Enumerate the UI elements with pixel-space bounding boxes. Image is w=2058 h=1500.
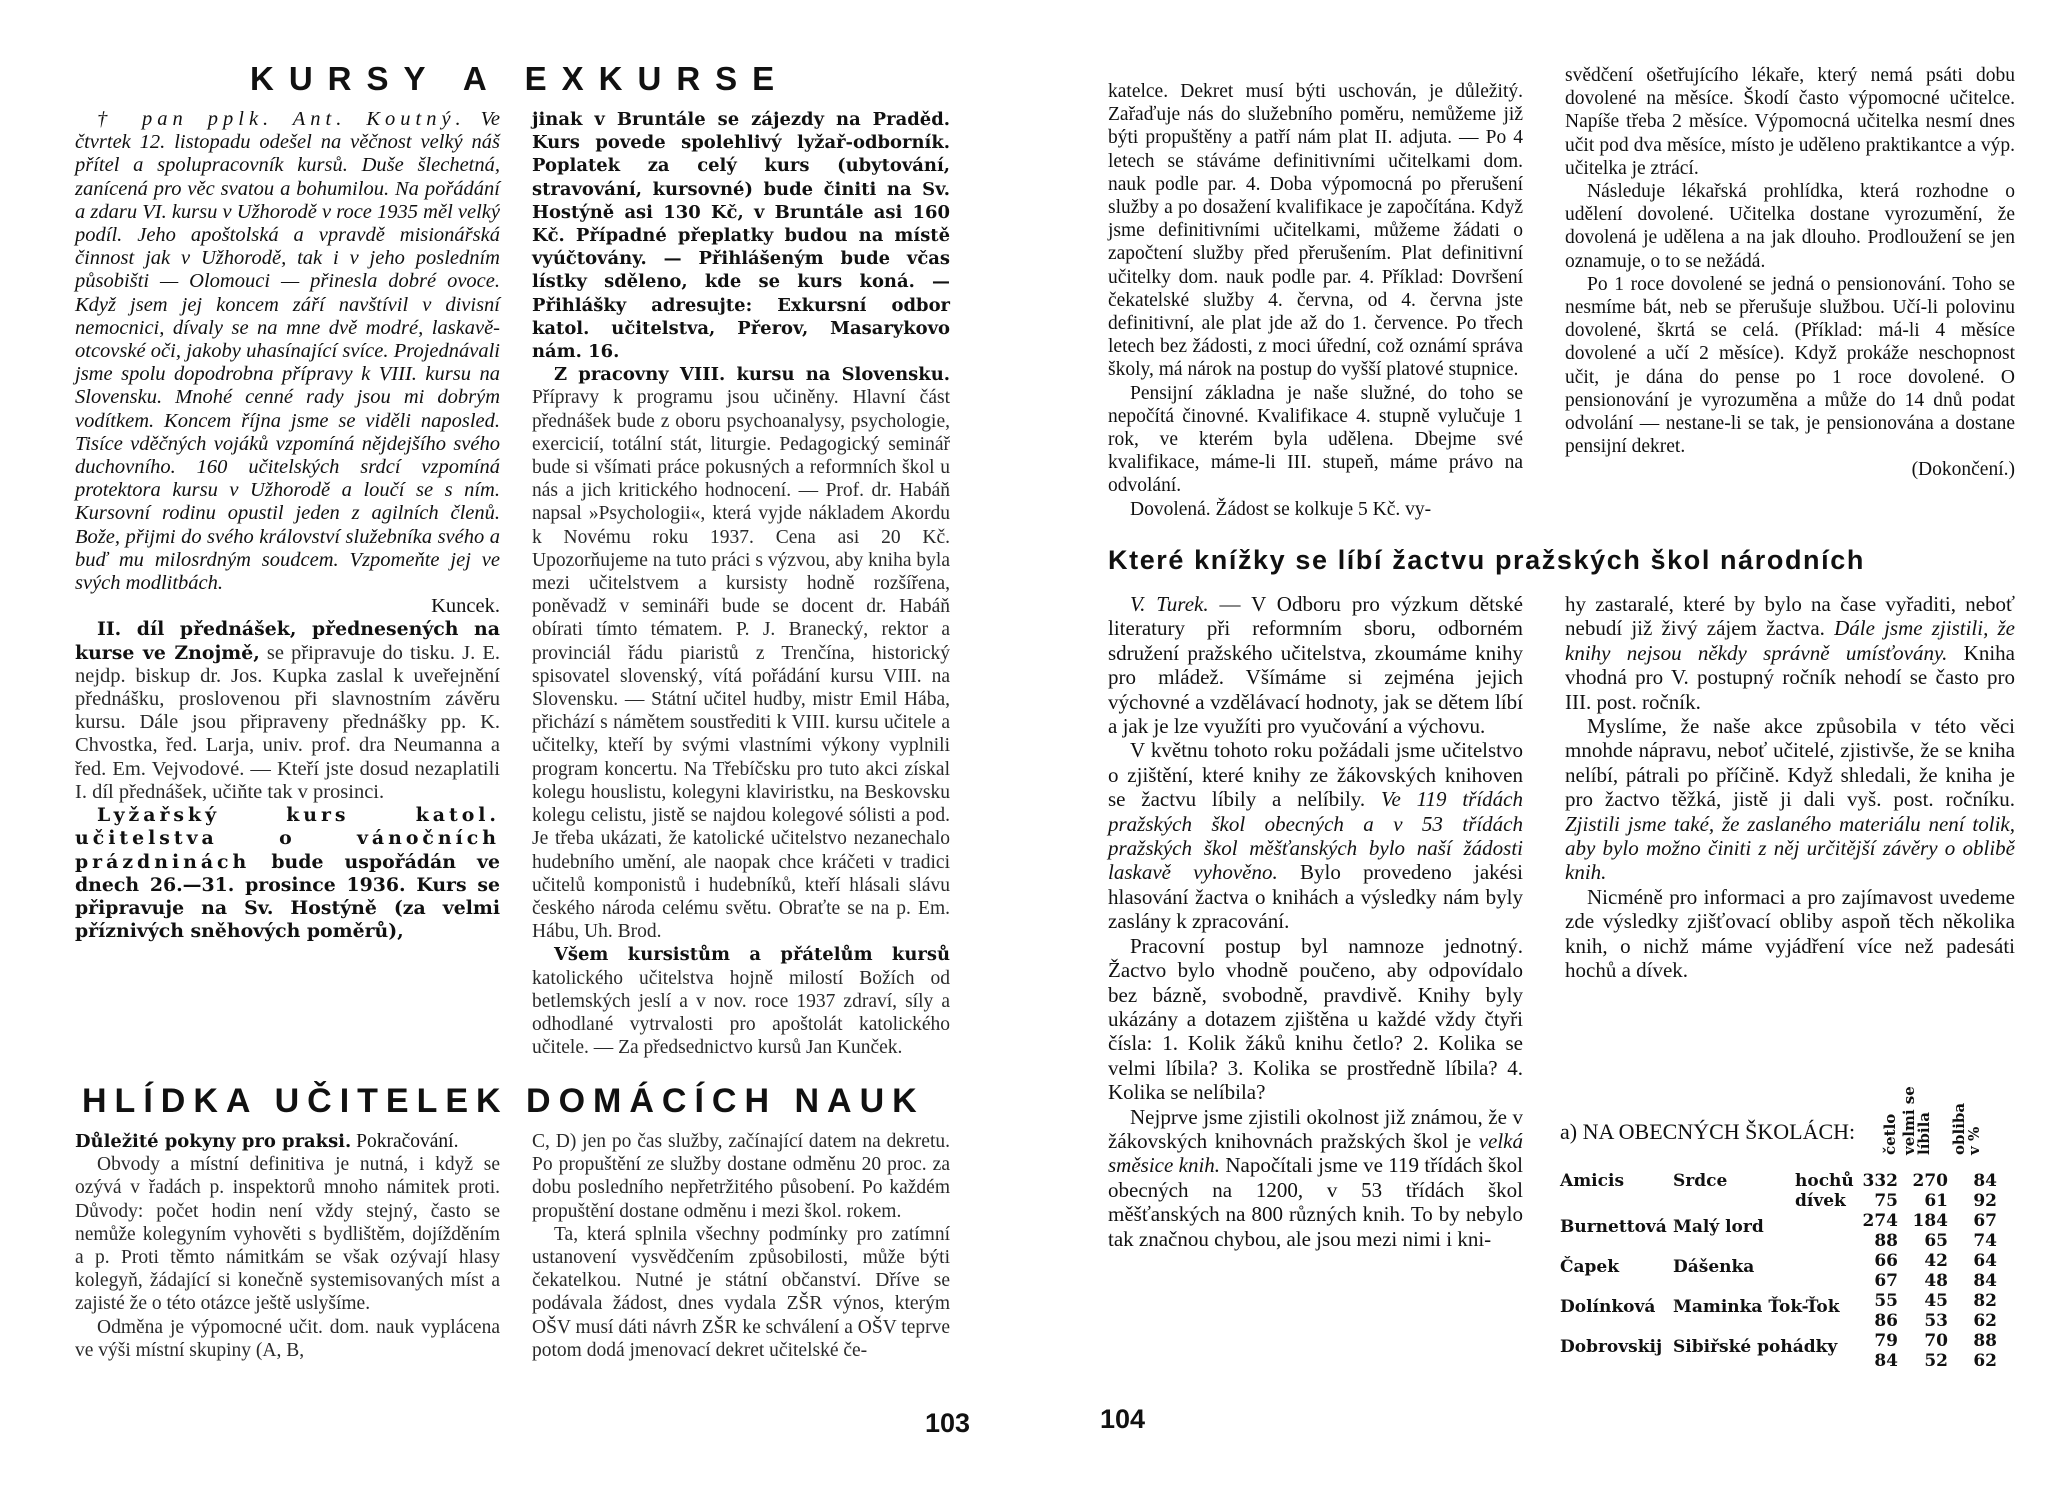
column-hlidka-right: [532, 1130, 950, 1362]
paragraph: [1565, 885, 2015, 983]
value-read: 79: [1874, 1331, 1898, 1351]
book-author: Amicis: [1560, 1171, 1625, 1191]
value-popularity: 84: [1973, 1271, 1997, 1291]
table-row: [1560, 1311, 2030, 1331]
text-run: Bylo provedeno jakési hlasování žactva o knihách a výsledky nám byly zaslány k zpracování.: [1108, 860, 1523, 934]
value-liked: 270: [1912, 1171, 1948, 1191]
value-liked: 65: [1924, 1231, 1948, 1251]
value-popularity: 92: [1973, 1191, 1997, 1211]
text-run: svědčení ošetřujícího lékaře, který nemá psáti dobu dovolené na měsíce. Škodí často výpomocné učitelce. Napíše třeba 2 měsíce. Výpomocná učitelka nesmí dnes učit pod dva měsíce, místo je uděleno praktikantce a výp. učitelka je ztrácí.: [1565, 65, 2015, 179]
text-run: Přípravy k programu jsou učiněny. Hlavní část přednášek bude z oboru psychoanalysy, psychologie, exercicií, totální stát, liturgie. Pedagogický seminář bude si všímati práce pokusných a reformních škol u nás a jich kritického hodnocení. — Prof. dr. Habáň napsal »Psychologii«, která vyjde nákladem Akordu k Novému roku 1937. Cena asi 20 Kč. Upozorňujeme na tuto práci s výzvou, aby kniha byla mezi učitelstvem a kursisty hodně rozšířena, poněvadž v semináři bude se docent dr. Habáň obírati tímto tématem. P. J. Branecký, rektor a provinciál řádu piaristů z Trenčína, historický spisovatel slovenský, vítá pořádání kursu VIII. na Slovensku. — Státní učitel hudby, mistr Emil Hába, přichází s námětem soustřediti k VIII. kursu učitele a učitelky, kteří by svými vlastními výkony vyplnili program koncertu. Na Třebíčsku pro tuto akci získal kolegu houslistu, kolegyni klaviristku, na Beskovsku kolegu celistu, jistě se najdou kolegové sólisti a pod. Je třeba ukázati, že katolické učitelstvo nezanechalo hudebního umění, ale naopak chce kráčeti v tradici učitelů komponistů i hudebníků, kteří hlásali slávu českého národa celému světu. Obraťte se na p. Em. Hábu, Uh. Brod.: [532, 387, 950, 943]
paragraph: [1108, 592, 1523, 738]
value-read: 84: [1874, 1351, 1898, 1371]
paragraph: [1565, 180, 2015, 273]
value-liked: 48: [1924, 1271, 1948, 1291]
table-row: [1560, 1251, 2030, 1277]
italic-text: V. Turek.: [1130, 592, 1209, 616]
text-run: Pracovní postup byl namnoze jednotný. Žactvo bylo vhodně poučeno, aby odpovídalo bez bázně, svobodně, pravdivě. Knihy byly ukázány a dotazem zjištěna u každé vždy čtyři čísla: 1. Kolik žáků knihu četlo? 2. Kolika se velmi líbila? 3. Kolika se prostředně líbila? 4. Kolika se nelíbila?: [1108, 933, 1523, 1105]
table-row: [1560, 1351, 2030, 1371]
table-label: a) NA OBECNÝCH ŠKOLÁCH:: [1560, 1119, 1856, 1144]
paragraph: [75, 618, 500, 804]
paragraph: [1108, 1105, 1523, 1251]
text-run: Po 1 roce dovolené se jedná o pensionování. Toho se nesmíme bát, neb se přerušuje službou. Učí-li polovinu dovolené, škrtá se celá. (Příklad: má-li 4 měsíce dovolené a učí 2 měsíce). Když prokáže neschopnost učit, je dána do pense po 1 roce dovolené. O pensionování je vyrozuměna a může do 14 dnů podat odvolání — nestane-li se tak, je pensionována a dostane pensijní dekret.: [1565, 273, 2015, 458]
value-liked: 53: [1924, 1311, 1948, 1331]
text-run: Kniha vhodná pro V. postupný ročník nehodí se často pro III. post. ročník.: [1565, 640, 2016, 714]
paragraph: [1565, 592, 2015, 714]
text-run: katelce. Dekret musí býti uschován, je důležitý. Zařaďuje nás do služebního poměru, nemůžeme již býti propuštěny a patří nám plat II. adjuta. — Po 4 letech se stáváme definitivními učitelkami dom. nauk podle par. 4. Doba výpomocná po přerušení služby a po dosažení kvalifikace je započítána. Když jsme definitivními učitelkami, můžeme žádati o započtení služby před přerušením. Plat definitivní učitelky dom. nauk podle par. 4. Příklad: Dovršení čekatelské služby 4. června, od 4. června jste definitivní, ale plat jde až do 1. července. Po třech letech bez žádosti, z moci úřední, což oznámí správa školy, má nárok na postup do vyšší platové stupnice.: [1108, 81, 1523, 381]
text-run: Kuncek.: [431, 595, 500, 618]
paragraph: [75, 804, 500, 943]
italic-text: Ve čtvrtek 12. listopadu odešel na věčnost velký náš přítel a spolupracovník kursů. Duše šlechetná, zanícená pro věc svatou a bohumilou. Na pořádání a zdaru VI. kursu v Užhorodě v roce 1935 měl velký podíl. Jeho apoštolská a vpravdě misionářská činnost jak v Užhorodě, tak i v jeho posledním působišti — Olomouci — přinesla dobré ovoce. Když jsem jej koncem září navštívil v divisní nemocnici, dívaly se na mne dvě modré, laskavě-otcovské oči, jakoby uhasínající svíce. Projednávali jsme spolu dopodrobna přípravy k VIII. kursu na Slovensku. Mnohé cenné rady jsou mi dobrým vodítkem. Koncem října jsme se viděli naposled. Tisíce vděčných vojáků vzpomíná nějdejšího svého duchovního. 160 učitelských srdcí vzpomíná protektora kursu v Užhorodě a loučí se s ním. Kursovní rodinu opustil jeden z agilních členů. Bože, přijmi do svého království služebníka svého a buď mu milosrdným soudcem. Vzpomeňte jej ve svých modlitbách.: [75, 108, 500, 595]
paragraph: [75, 595, 500, 618]
value-popularity: 74: [1973, 1231, 1997, 1251]
text-run: katolického učitelstva hojně milostí Božích od betlemských jeslí a v nov. roce 1937 zdraví, síly a odhodlané vytrvalosti pro apoštolát katolického učitele. — Za předsednictvo kursů Jan Kunček.: [532, 967, 950, 1059]
value-read: 66: [1874, 1251, 1898, 1271]
book-author: Dobrovskij: [1560, 1337, 1663, 1357]
italic-text: Ve 119 třídách pražských škol obecných a v 53 třídách pražských škol měšťanských bylo naší žádosti laskavě vyhověno.: [1108, 787, 1523, 885]
value-read: 86: [1874, 1311, 1898, 1331]
value-liked: 42: [1924, 1251, 1948, 1271]
text-run: se připravuje do tisku. J. E. nejdp. biskup dr. Jos. Kupka zaslal k uveřejnění přednášku, proslovenou při slavnostním závěru kursu. Dále jsou připraveny přednášky pp. K. Chvostka, řed. Larja, univ. prof. dra Neumanna a řed. Em. Vejvodové. — Kteří jste dosud nezaplatili I. díl přednášek, učiňte tak v prosinci.: [75, 641, 500, 803]
column-hlidka-left: [75, 1130, 500, 1362]
text-run: Pokračování.: [351, 1131, 459, 1152]
book-author: Dolínková: [1560, 1297, 1656, 1317]
value-popularity: 67: [1973, 1211, 1997, 1231]
value-read: 274: [1862, 1211, 1898, 1231]
text-run: Odměna je výpomocné učit. dom. nauk vyplácena ve výši místní skupiny (A, B,: [75, 1316, 500, 1361]
text-run: Dovolená. Žádost se kolkuje 5 Kč. vy-: [1130, 498, 1432, 520]
paragraph: [75, 108, 500, 595]
italic-text: Zjistili jsme také, že zaslaného materiálu není tolik, aby bylo možno činiti z něj určitější závěry o oblibě knih.: [1565, 811, 2015, 885]
paragraph: [1565, 64, 2015, 180]
italic-text: velká směsice knih.: [1108, 1128, 1523, 1178]
article-column-left: [1108, 592, 1523, 1251]
group-label: dívek: [1795, 1191, 1846, 1211]
paragraph: [75, 1130, 500, 1153]
italic-text: † pan pplk. Ant. Koutný.: [97, 108, 466, 130]
table-row: [1560, 1271, 2030, 1291]
book-title: Maminka Ťok-Ťok: [1673, 1297, 1840, 1317]
book-title: Malý lord: [1673, 1217, 1764, 1237]
table-row: [1560, 1171, 2030, 1191]
section-heading-kursy: KURSY A EXKURSE: [250, 60, 790, 97]
paragraph: [1565, 273, 2015, 459]
bold-lead-text: Všem kursistům a přátelům kursů: [554, 944, 950, 966]
text-run: hy zastaralé, které by bylo na čase vyřaditi, neboť nebudí již živý zájem žactva.: [1565, 592, 2015, 641]
text-run: Následuje lékařská prohlídka, která rozhodne o udělení dovolené. Učitelka dostane vyrozumění, že dovolená je udělena a na jak dlouho. Prodloužení se jen oznamuje, o to se nežádá.: [1565, 181, 2015, 272]
bold-lead-text: bude uspořádán ve dnech 26.—31. prosince 1936. Kurs se připravuje na Sv. Hostýně (za velmi příznivých sněhových poměrů),: [75, 850, 500, 943]
article-heading: Které knížky se líbí žactvu pražských škol národních: [1108, 545, 1865, 575]
bold-lead-text: Lyžařský kurs katol. učitelstva o vánočních prázdninách: [75, 804, 500, 873]
text-run: — V Odboru pro výzkum dětské literatury při reformním sboru, odborném sdružení pražského učitelstva, zkoumáme knihy pro mládež. Všímáme si zejména jejich výchovné a vzdělávací hodnoty, jak se dětem líbí a jak je lze využíti pro vyučování a výchovu.: [1108, 592, 1523, 739]
book-title: Sibiřské pohádky: [1673, 1337, 1838, 1357]
section-heading-hlidka: HLÍDKA UČITELEK DOMÁCÍCH NAUK: [82, 1082, 925, 1120]
paragraph: [75, 1316, 500, 1362]
paragraph: [532, 1130, 950, 1223]
book-author: Čapek: [1560, 1257, 1620, 1277]
column-header-liked: velmi se líbila: [1900, 1086, 1933, 1155]
value-popularity: 88: [1973, 1331, 1997, 1351]
book-author: Burnettová: [1560, 1217, 1667, 1237]
group-label: hochů: [1795, 1171, 1854, 1191]
bold-lead-text: Z pracovny VIII. kursu na Slovensku.: [554, 364, 950, 386]
paragraph: [1108, 498, 1523, 521]
bold-lead-text: jinak v Bruntále se zájezdy na Praděd. Kurs povede spolehlivý lyžař-odborník. Poplatek za celý kurs (ubytování, stravování, kursovné) bude činiti na Sv. Hostýně asi 130 Kč, v Bruntále asi 160 Kč. Případné přeplatky budou na místě vyúčtovány. — Přihlášeným bude včas lístky sděleno, kde se kurs koná. — Přihlášky adresujte: Exkursní odbor katol. učitelstva, Přerov, Masarykovo nám. 16.: [532, 109, 950, 363]
column-right-top-left: [1108, 80, 1523, 521]
column-kursy-right: [532, 108, 950, 1059]
value-liked: 184: [1912, 1211, 1948, 1231]
column-right-top-right: [1565, 64, 2015, 482]
bold-lead-text: II. díl přednášek, přednesených na kurse ve Znojmě,: [75, 618, 500, 664]
page-number-right: 104: [1100, 1404, 1146, 1434]
value-liked: 52: [1924, 1351, 1948, 1371]
text-run: Nejprve jsme zjistili okolnost již známou, že v žákovských knihovnách pražských škol je: [1108, 1104, 1523, 1153]
value-popularity: 64: [1973, 1251, 1997, 1271]
column-header-read: četlo: [1881, 1113, 1899, 1155]
book-popularity-table: [1560, 1083, 2030, 1383]
paragraph: [1108, 934, 1523, 1105]
value-liked: 70: [1924, 1331, 1948, 1351]
value-read: 67: [1874, 1271, 1898, 1291]
column-kursy-left: [75, 108, 500, 943]
text-run: Obvody a místní definitiva je nutná, i když se ozývá v řadách p. inspektorů mnoho námitek proti. Důvody: počet hodin není vždy stejný, často se nemůže kolegyním vyhověti s bydlištěm, dojížděním a p. Proti těmto námitkám se však ozývají hlasy kolegyň, žádající si konečně systemisovaných míst a zajisté že o této otázce ještě uslyšíme.: [75, 1154, 500, 1315]
table-row: [1560, 1191, 2030, 1211]
value-popularity: 62: [1973, 1351, 1997, 1371]
paragraph: [1108, 382, 1523, 498]
value-liked: 45: [1924, 1291, 1948, 1311]
book-title: Srdce: [1673, 1171, 1728, 1191]
text-run: Ta, která splnila všechny podmínky pro zatímní ustanovení vysvědčením způsobilosti, může býti čekatelkou. Nutné je státní občanství. Dříve se podávala žádost, dnes vydala ZŠR výnos, kterým OŠV musí dáti návrh ZŠR ke schválení a OŠV teprve potom dodá jmenovací dekret učitelské če-: [532, 1223, 950, 1361]
table-row: [1560, 1331, 2030, 1357]
text-run: Myslíme, že naše akce způsobila v této věci mnohde nápravu, neboť učitelé, zjistivše, že se kniha nelíbí, pátrali po příčině. Když shledali, že kniha je pro žactvo těžká, jistě ji dali vyš. post. ročníku.: [1565, 714, 2015, 812]
value-popularity: 62: [1973, 1311, 1997, 1331]
table-row: [1560, 1291, 2030, 1317]
article-column-right: [1565, 592, 2015, 983]
paragraph: [75, 1153, 500, 1315]
page-number-left: 103: [925, 1408, 971, 1438]
text-run: Pensijní základna je naše služné, do toho se nepočítá činovné. Kvalifikace 4. stupně vylučuje 1 rok, ve kterém byla udělena. Dbejme své kvalifikace, máme-li III. stupeň, máme právo na odvolání.: [1108, 382, 1523, 497]
paragraph: [532, 108, 950, 363]
book-title: Dášenka: [1673, 1257, 1755, 1277]
bold-lead-text: Důležité pokyny pro praksi.: [75, 1131, 352, 1152]
text-run: Napočítali jsme ve 119 třídách škol obecných na 1200, v 53 třídách škol měšťanských na 800 různých knih. To by nebylo tak značnou chybou, ale jsou mezi nimi i kni-: [1108, 1153, 1523, 1251]
column-header-popularity: obliba v %: [1950, 1102, 1983, 1155]
value-read: 88: [1874, 1231, 1898, 1251]
value-read: 75: [1874, 1191, 1898, 1211]
paragraph: [1108, 738, 1523, 933]
paragraph: [1108, 80, 1523, 382]
paragraph: [532, 1223, 950, 1362]
value-liked: 61: [1924, 1191, 1948, 1211]
italic-text: Dále jsme zjistili, že knihy nejsou někdy správně umísťovány.: [1565, 616, 2015, 665]
text-run: V květnu tohoto roku požádali jsme učitelstvo o zjištění, které knihy ze žákovských knihoven se žactvu líbily a nelíbily.: [1108, 738, 1523, 812]
paragraph: [532, 363, 950, 943]
text-run: (Dokončení.): [1911, 459, 2015, 481]
value-popularity: 84: [1973, 1171, 1997, 1191]
paragraph: [1565, 714, 2015, 885]
text-run: C, D) jen po čas služby, začínající datem na dekretu. Po propuštění ze služby dostane odměnu 20 proc. za dobu posledního nepřetržitého působení. Po každém propuštění dostane odměnu i mezi škol. rokem.: [532, 1131, 950, 1222]
paragraph: [532, 943, 950, 1059]
value-read: 332: [1862, 1171, 1898, 1191]
value-read: 55: [1874, 1291, 1898, 1311]
table-row: [1560, 1231, 2030, 1251]
paragraph: [1565, 458, 2015, 481]
text-run: Nicméně pro informaci a pro zajímavost uvedeme zde výsledky zjišťovací obliby aspoň těch několika knih, o nichž máme vyjádření více než padesáti hochů a dívek.: [1565, 884, 2015, 983]
table-row: [1560, 1211, 2030, 1237]
value-popularity: 82: [1973, 1291, 1997, 1311]
